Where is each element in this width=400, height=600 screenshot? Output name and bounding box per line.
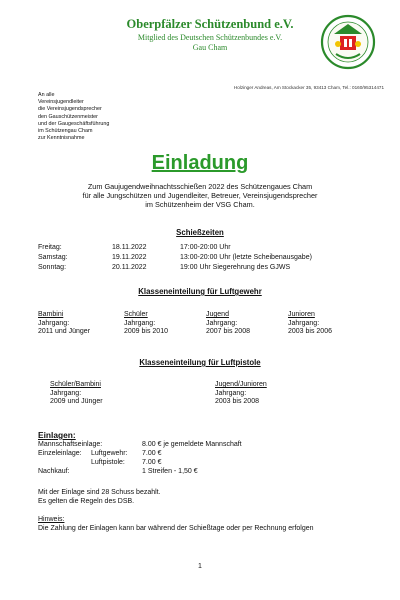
schedule-time: 17:00-20:00 Uhr <box>180 244 231 251</box>
fee-label: Einzeleinlage: <box>38 450 82 457</box>
fee-sublabel: Luftgewehr: <box>91 450 128 457</box>
rifle-classes-heading: Klasseneinteilung für Luftgewehr <box>138 287 262 296</box>
schedule-heading: Schießzeiten <box>176 228 224 237</box>
class-label: Jahrgang: <box>38 319 70 327</box>
schedule-day: Samstag: <box>38 254 68 261</box>
fee-value: 7.00 € <box>142 459 162 466</box>
recipient-line: die Vereinsjugendsprecher <box>38 106 102 113</box>
recipient-line: Vereinsjugendleiter <box>38 99 84 106</box>
class-years: 2009 bis 2010 <box>124 328 168 336</box>
class-years: 2003 bis 2006 <box>288 328 332 336</box>
class-name: Jugend/Junioren <box>215 381 267 388</box>
class-name: Schüler <box>124 311 148 318</box>
schedule-date: 18.11.2022 <box>112 244 147 251</box>
class-years: 2007 bis 2008 <box>206 328 250 336</box>
schedule-day: Freitag: <box>38 244 62 251</box>
class-name: Schüler/Bambini <box>50 381 101 388</box>
schuetzengau-cham-logo-icon <box>320 14 376 70</box>
intro-text <box>0 182 400 210</box>
class-label: Jahrgang: <box>124 319 156 327</box>
schedule-date: 19.11.2022 <box>112 254 147 261</box>
intro-line: für alle Jungschützen und Jugendleiter, Betreuer, Vereinsjugendsprecher <box>82 191 318 201</box>
hint-heading: Hinweis: <box>38 516 65 523</box>
sender-address: Holzinger Andreas, Am Stockacker 35, 93413 Cham, Tel.: 0160/95314471 <box>233 85 384 90</box>
class-label: Jahrgang: <box>50 389 82 397</box>
pistol-class <box>50 381 103 407</box>
class-label: Jahrgang: <box>288 319 320 327</box>
rifle-class <box>124 311 168 337</box>
district-name: Gau Cham <box>192 43 228 52</box>
note-line: Es gelten die Regeln des DSB. <box>38 498 135 505</box>
member-line: Mitglied des Deutschen Schützenbundes e.V. <box>137 33 283 42</box>
recipient-list <box>38 92 109 142</box>
fee-value: 1 Streifen - 1,50 € <box>142 468 198 475</box>
schedule-time: 13:00-20:00 Uhr (letzte Scheibenausgabe) <box>180 254 312 261</box>
intro-line: Zum Gaujugendweihnachtsschießen 2022 des Schützengaues Cham <box>87 182 313 191</box>
recipient-line: An alle <box>38 92 55 98</box>
pistol-class <box>215 381 267 407</box>
schedule-time: 19:00 Uhr Siegerehrung des GJWS <box>180 264 291 271</box>
class-name: Jugend <box>206 311 229 318</box>
fee-value: 7.00 € <box>142 450 162 457</box>
class-name: Bambini <box>38 311 64 318</box>
page-title: Einladung <box>151 152 249 174</box>
recipient-line: und der Gaugeschäftsführung <box>38 120 110 127</box>
rifle-class <box>288 311 332 337</box>
fee-value: 8.00 € je gemeldete Mannschaft <box>142 441 242 448</box>
intro-line: im Schützenheim der VSG Cham. <box>145 200 255 210</box>
recipient-line: im Schützengau Cham <box>38 128 93 135</box>
schedule-day: Sonntag: <box>38 264 67 271</box>
recipient-line: den Gauschützenmeister <box>38 113 98 120</box>
rifle-class <box>206 311 250 337</box>
fee-label: Mannschaftseinlage: <box>38 441 103 448</box>
note-line: Mit der Einlage sind 28 Schuss bezahlt. <box>38 489 161 496</box>
rifle-class <box>38 311 90 337</box>
schedule-date: 20.11.2022 <box>112 264 147 271</box>
class-years: 2009 und Jünger <box>50 398 103 406</box>
fee-label: Nachkauf: <box>38 468 70 475</box>
page-number: 1 <box>198 563 202 570</box>
class-years: 2011 und Jünger <box>38 328 91 336</box>
class-years: 2003 bis 2008 <box>215 398 259 406</box>
class-label: Jahrgang: <box>206 319 238 327</box>
fees-heading: Einlagen: <box>38 430 76 440</box>
fee-sublabel: Luftpistole: <box>91 459 125 466</box>
hint-text: Die Zahlung der Einlagen kann bar während der Schießtage oder per Rechnung erfolgen <box>38 525 314 532</box>
class-name: Junioren <box>288 311 315 318</box>
org-name: Oberpfälzer Schützenbund e.V. <box>126 17 294 31</box>
pistol-classes-heading: Klasseneinteilung für Luftpistole <box>139 358 261 367</box>
class-label: Jahrgang: <box>215 389 247 397</box>
recipient-line: zur Kenntnisnahme <box>38 135 85 142</box>
